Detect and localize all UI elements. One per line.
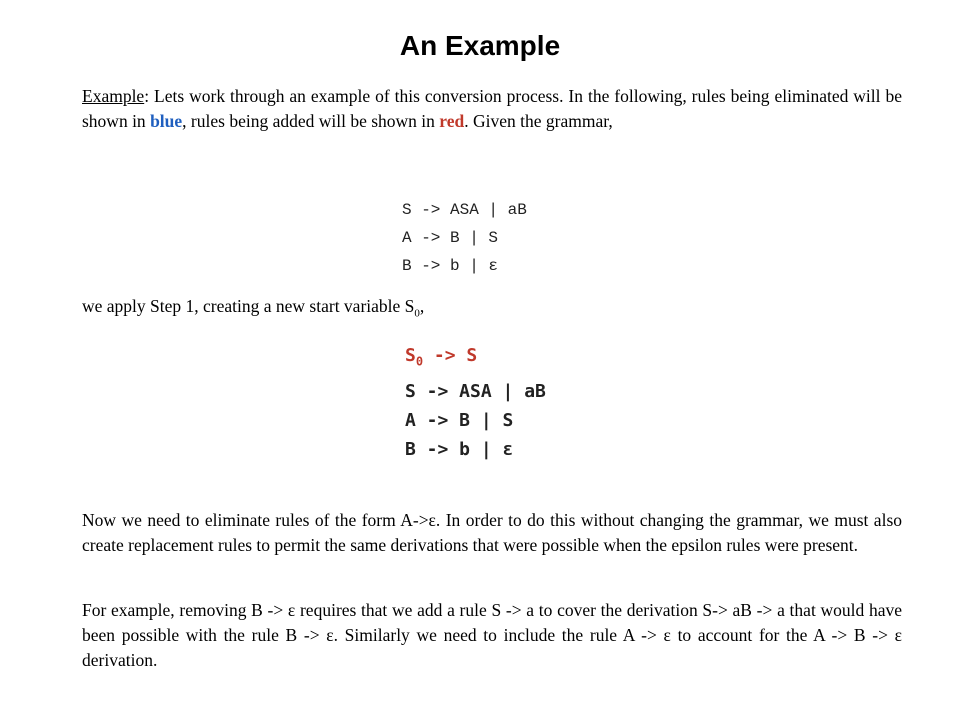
new-start-rule — [405, 341, 546, 377]
step1-text: we apply Step 1, creating a new start variable S — [82, 296, 415, 316]
slide-title: An Example — [399, 30, 561, 61]
grammar2-rule-a: A -> B | S — [405, 409, 514, 431]
grammar2-rule-s: S -> ASA | aB — [405, 380, 546, 402]
example-label: Example — [82, 86, 145, 106]
grammar-rule-b: B -> b | ε — [402, 257, 499, 275]
epsilon-paragraph: Now we need to eliminate rules of the form A->ε. In order to do this without changing the grammar, we must also create replacement rules to permit the same derivations that were possible when the epsilon rules were present. — [82, 510, 902, 555]
blue-word: blue — [150, 111, 183, 131]
grammar-original — [402, 196, 527, 280]
step1-end: , — [419, 296, 425, 316]
example-paragraph: For example, removing B -> ε requires that we add a rule S -> a to cover the derivation S-> aB -> a that would have been possible with the rule B -> ε. Similarly we need to include the rule A -> ε to account for the A -> B -> ε derivation. — [82, 600, 902, 670]
new-start-subscript: 0 — [415, 354, 424, 369]
new-start-var: S — [405, 345, 416, 366]
grammar2-rule-b: B -> b | ε — [405, 438, 514, 460]
step1-paragraph — [82, 294, 902, 327]
intro-text-1: : Lets work through an example of this conversion process. In the following, rules being eliminated will be shown in — [82, 86, 902, 131]
grammar-rule-a: A -> B | S — [402, 229, 499, 247]
new-start-rest: -> S — [423, 345, 478, 366]
grammar-with-new-start — [405, 341, 546, 464]
intro-text-2: , rules being added will be shown in — [182, 111, 440, 131]
grammar-rule-s: S -> ASA | aB — [402, 201, 527, 219]
red-word: red — [439, 111, 465, 131]
intro-text-3: . Given the grammar, — [464, 111, 613, 131]
step1-subscript: 0 — [414, 307, 420, 320]
intro-paragraph — [82, 84, 902, 134]
